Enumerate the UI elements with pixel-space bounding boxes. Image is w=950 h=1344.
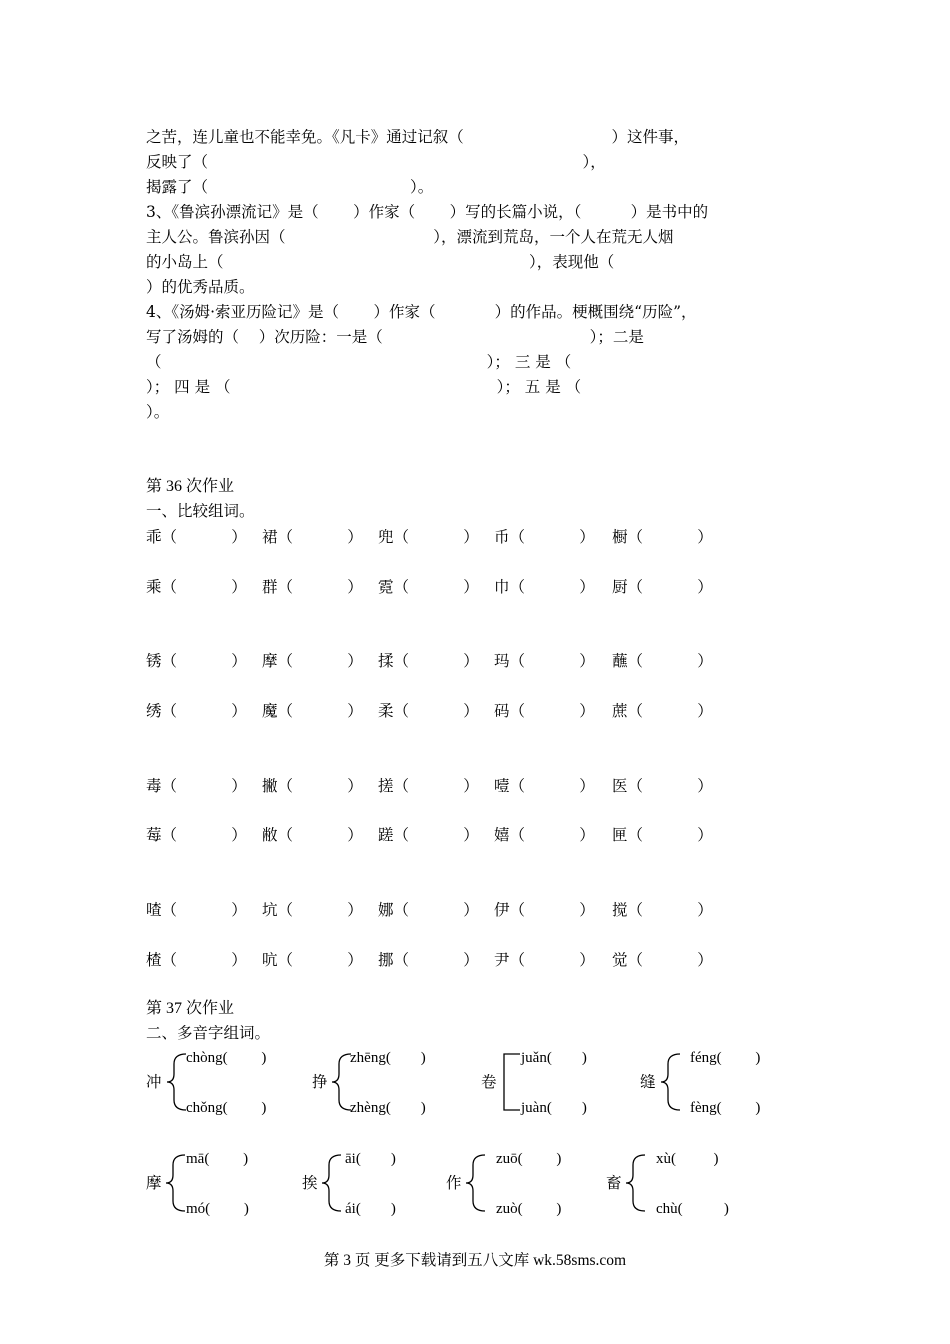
answer-blank[interactable]: （ ） bbox=[277, 826, 363, 844]
answer-blank[interactable]: （ ） bbox=[161, 826, 247, 844]
answer-blank[interactable]: （ ） bbox=[509, 901, 595, 919]
word-item bbox=[146, 948, 247, 970]
hanzi: 蔗 bbox=[612, 702, 628, 720]
answer-blank[interactable]: （ ） bbox=[393, 777, 479, 795]
word-item bbox=[262, 774, 363, 796]
polyphone-char: 畜 bbox=[606, 1174, 622, 1192]
passage-line: （ ）； 三 是 （ bbox=[146, 353, 572, 371]
word-item bbox=[262, 898, 363, 920]
word-item bbox=[612, 575, 713, 597]
answer-blank[interactable]: （ ） bbox=[509, 528, 595, 546]
answer-blank[interactable]: （ ） bbox=[277, 951, 363, 969]
answer-blank[interactable]: （ ） bbox=[161, 702, 247, 720]
answer-blank[interactable]: （ ） bbox=[509, 951, 595, 969]
answer-blank[interactable]: （ ） bbox=[161, 578, 247, 596]
hw37-title: 第 37 次作业 bbox=[146, 1000, 235, 1017]
word-item bbox=[378, 649, 479, 671]
hw36-subtitle: 一、比较组词。 bbox=[146, 502, 255, 520]
passage-line: ）的优秀品质。 bbox=[146, 278, 255, 296]
word-item bbox=[494, 898, 595, 920]
hanzi: 霓 bbox=[378, 578, 394, 596]
hanzi: 吭 bbox=[262, 951, 278, 969]
word-item bbox=[612, 649, 713, 671]
passage-line: 之苦，连儿童也不能幸免。《凡卡》通过记叙（ ）这件事， bbox=[146, 128, 690, 146]
pinyin-bottom[interactable]: chù( ) bbox=[656, 1201, 729, 1217]
hanzi: 觉 bbox=[612, 951, 628, 969]
hanzi: 玛 bbox=[494, 652, 510, 670]
answer-blank[interactable]: （ ） bbox=[393, 652, 479, 670]
word-item bbox=[378, 898, 479, 920]
word-item bbox=[378, 575, 479, 597]
word-item bbox=[494, 948, 595, 970]
answer-blank[interactable]: （ ） bbox=[393, 951, 479, 969]
pinyin-bottom[interactable]: juàn( ) bbox=[521, 1100, 587, 1116]
passage-line: ）。 bbox=[146, 403, 170, 421]
passage-line: 揭露了（ ）。 bbox=[146, 178, 434, 196]
word-item bbox=[262, 525, 363, 547]
hanzi: 莓 bbox=[146, 826, 162, 844]
polyphone-char: 挣 bbox=[312, 1073, 328, 1091]
answer-blank[interactable]: （ ） bbox=[393, 578, 479, 596]
answer-blank[interactable]: （ ） bbox=[161, 951, 247, 969]
hanzi: 喳 bbox=[146, 901, 162, 919]
answer-blank[interactable]: （ ） bbox=[627, 826, 713, 844]
hanzi: 敝 bbox=[262, 826, 278, 844]
hanzi: 医 bbox=[612, 777, 628, 795]
answer-blank[interactable]: （ ） bbox=[509, 578, 595, 596]
word-item bbox=[378, 774, 479, 796]
hanzi: 群 bbox=[262, 578, 278, 596]
word-item bbox=[146, 525, 247, 547]
answer-blank[interactable]: （ ） bbox=[627, 951, 713, 969]
hanzi: 尹 bbox=[494, 951, 510, 969]
answer-blank[interactable]: （ ） bbox=[277, 702, 363, 720]
hanzi: 锈 bbox=[146, 652, 162, 670]
word-item bbox=[146, 823, 247, 845]
polyphone-char: 作 bbox=[446, 1174, 462, 1192]
word-item bbox=[612, 525, 713, 547]
hanzi: 嬉 bbox=[494, 826, 510, 844]
pinyin-top[interactable]: zuō( ) bbox=[496, 1151, 562, 1167]
answer-blank[interactable]: （ ） bbox=[627, 777, 713, 795]
word-item bbox=[612, 699, 713, 721]
pinyin-top[interactable]: chòng( ) bbox=[186, 1050, 267, 1066]
pinyin-top[interactable]: xù( ) bbox=[656, 1151, 719, 1167]
pinyin-top[interactable]: āi( ) bbox=[345, 1151, 396, 1167]
passage-line: 3、《鲁滨孙漂流记》是（ ）作家（ ）写的长篇小说，（ ）是书中的 bbox=[146, 203, 709, 221]
hanzi: 揉 bbox=[378, 652, 394, 670]
word-item bbox=[146, 898, 247, 920]
answer-blank[interactable]: （ ） bbox=[161, 528, 247, 546]
word-item bbox=[494, 699, 595, 721]
hanzi: 橱 bbox=[612, 528, 628, 546]
polyphone-char: 冲 bbox=[146, 1073, 162, 1091]
hanzi: 蘸 bbox=[612, 652, 628, 670]
answer-blank[interactable]: （ ） bbox=[627, 702, 713, 720]
answer-blank[interactable]: （ ） bbox=[627, 578, 713, 596]
hanzi: 摩 bbox=[262, 652, 278, 670]
passage-line: 的小岛上（ ），表现他（ bbox=[146, 253, 615, 271]
answer-blank[interactable]: （ ） bbox=[161, 777, 247, 795]
hanzi: 绣 bbox=[146, 702, 162, 720]
brace-icon bbox=[321, 1153, 345, 1213]
hanzi: 码 bbox=[494, 702, 510, 720]
hanzi: 乖 bbox=[146, 528, 162, 546]
word-item bbox=[262, 575, 363, 597]
word-item bbox=[612, 948, 713, 970]
polyphone-char: 卷 bbox=[481, 1073, 497, 1091]
pinyin-bottom[interactable]: ái( ) bbox=[345, 1201, 396, 1217]
pinyin-bottom[interactable]: zhèng( ) bbox=[350, 1100, 426, 1116]
pinyin-bottom[interactable]: mó( ) bbox=[186, 1201, 249, 1217]
hanzi: 撇 bbox=[262, 777, 278, 795]
hanzi: 噎 bbox=[494, 777, 510, 795]
answer-blank[interactable]: （ ） bbox=[277, 528, 363, 546]
hanzi: 楂 bbox=[146, 951, 162, 969]
hanzi: 币 bbox=[494, 528, 510, 546]
answer-blank[interactable]: （ ） bbox=[161, 652, 247, 670]
hanzi: 搓 bbox=[378, 777, 394, 795]
hanzi: 伊 bbox=[494, 901, 510, 919]
word-item bbox=[378, 699, 479, 721]
word-item bbox=[262, 649, 363, 671]
answer-blank[interactable]: （ ） bbox=[161, 901, 247, 919]
hanzi: 兜 bbox=[378, 528, 394, 546]
brace-icon bbox=[660, 1052, 684, 1112]
pinyin-top[interactable]: zhēng( ) bbox=[350, 1050, 426, 1066]
answer-blank[interactable]: （ ） bbox=[393, 901, 479, 919]
word-item bbox=[146, 699, 247, 721]
answer-blank[interactable]: （ ） bbox=[627, 528, 713, 546]
word-item bbox=[494, 774, 595, 796]
hw37-subtitle: 二、多音字组词。 bbox=[146, 1024, 271, 1042]
hanzi: 坑 bbox=[262, 901, 278, 919]
answer-blank[interactable]: （ ） bbox=[627, 652, 713, 670]
page-footer: 第 3 页 更多下载请到五八文库 wk.58sms.com bbox=[323, 1252, 627, 1269]
passage-line: 写了汤姆的（ ）次历险：一是（ ）；二是 bbox=[146, 328, 644, 346]
word-item bbox=[146, 649, 247, 671]
word-item bbox=[612, 774, 713, 796]
pinyin-bottom[interactable]: chǒng( ) bbox=[186, 1100, 267, 1116]
hanzi: 搅 bbox=[612, 901, 628, 919]
answer-blank[interactable]: （ ） bbox=[393, 826, 479, 844]
polyphone-char: 摩 bbox=[146, 1174, 162, 1192]
hw36-title: 第 36 次作业 bbox=[146, 478, 235, 495]
answer-blank[interactable]: （ ） bbox=[509, 702, 595, 720]
hanzi: 毒 bbox=[146, 777, 162, 795]
hanzi: 裙 bbox=[262, 528, 278, 546]
hanzi: 蹉 bbox=[378, 826, 394, 844]
word-item bbox=[612, 823, 713, 845]
word-item bbox=[262, 699, 363, 721]
hanzi: 挪 bbox=[378, 951, 394, 969]
hanzi: 娜 bbox=[378, 901, 394, 919]
hanzi: 魔 bbox=[262, 702, 278, 720]
answer-blank[interactable]: （ ） bbox=[509, 652, 595, 670]
passage-line: ）； 四 是 （ ）； 五 是 （ bbox=[146, 378, 582, 396]
word-item bbox=[378, 948, 479, 970]
pinyin-bottom[interactable]: fèng( ) bbox=[690, 1100, 761, 1116]
pinyin-bottom[interactable]: zuò( ) bbox=[496, 1201, 562, 1217]
hanzi: 匣 bbox=[612, 826, 628, 844]
passage-line: 主人公。鲁滨孙因（ ），漂流到荒岛，一个人在荒无人烟 bbox=[146, 228, 674, 246]
polyphone-char: 挨 bbox=[302, 1174, 318, 1192]
answer-blank[interactable]: （ ） bbox=[277, 777, 363, 795]
answer-blank[interactable]: （ ） bbox=[277, 901, 363, 919]
word-item bbox=[494, 823, 595, 845]
word-item bbox=[612, 898, 713, 920]
answer-blank[interactable]: （ ） bbox=[393, 702, 479, 720]
answer-blank[interactable]: （ ） bbox=[627, 901, 713, 919]
passage-line: 4、《汤姆·索亚历险记》是（ ）作家（ ）的作品。梗概围绕“历险”， bbox=[146, 303, 697, 321]
hanzi: 巾 bbox=[494, 578, 510, 596]
hanzi: 厨 bbox=[612, 578, 628, 596]
answer-blank[interactable]: （ ） bbox=[509, 826, 595, 844]
pinyin-top[interactable]: mā( ) bbox=[186, 1151, 249, 1167]
brace-icon bbox=[625, 1153, 649, 1213]
answer-blank[interactable]: （ ） bbox=[277, 578, 363, 596]
passage-line: 反映了（ ）， bbox=[146, 153, 606, 171]
word-item bbox=[494, 575, 595, 597]
answer-blank[interactable]: （ ） bbox=[509, 777, 595, 795]
word-item bbox=[262, 823, 363, 845]
word-item bbox=[146, 575, 247, 597]
hanzi: 乘 bbox=[146, 578, 162, 596]
polyphone-char: 缝 bbox=[640, 1073, 656, 1091]
word-item bbox=[378, 823, 479, 845]
brace-icon bbox=[465, 1153, 489, 1213]
word-item bbox=[494, 525, 595, 547]
answer-blank[interactable]: （ ） bbox=[277, 652, 363, 670]
word-item bbox=[146, 774, 247, 796]
hanzi: 柔 bbox=[378, 702, 394, 720]
answer-blank[interactable]: （ ） bbox=[393, 528, 479, 546]
pinyin-top[interactable]: féng( ) bbox=[690, 1050, 761, 1066]
word-item bbox=[494, 649, 595, 671]
word-item bbox=[262, 948, 363, 970]
pinyin-top[interactable]: juǎn( ) bbox=[521, 1050, 587, 1066]
word-item bbox=[378, 525, 479, 547]
